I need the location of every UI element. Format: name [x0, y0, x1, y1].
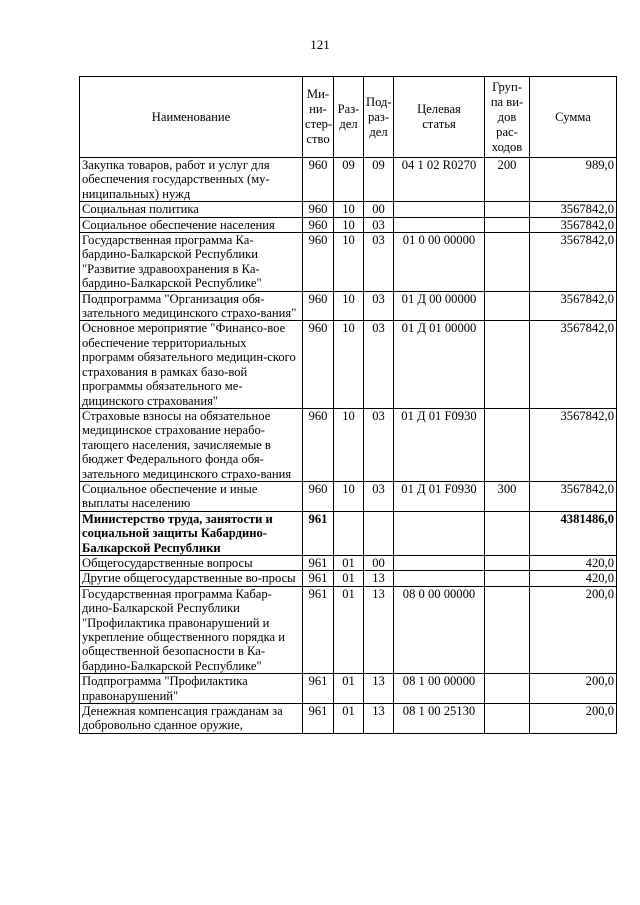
table-row	[80, 674, 617, 704]
cell-name: Подпрограмма "Организация обя-зательного медицинского страхо-вания"	[80, 291, 303, 321]
cell-amount: 200,0	[530, 704, 617, 734]
cell-section: 10	[334, 233, 364, 292]
cell-section: 10	[334, 202, 364, 217]
cell-ministry: 960	[303, 233, 334, 292]
cell-ministry: 960	[303, 481, 334, 511]
cell-name: Социальное обеспечение населения	[80, 217, 303, 232]
cell-amount: 200,0	[530, 586, 617, 673]
cell-ministry: 960	[303, 202, 334, 217]
cell-expense-group	[485, 217, 530, 232]
cell-ministry: 961	[303, 674, 334, 704]
cell-amount: 3567842,0	[530, 202, 617, 217]
header-amount: Сумма	[530, 77, 617, 158]
cell-expense-group	[485, 233, 530, 292]
cell-target-article	[394, 511, 485, 555]
cell-expense-group	[485, 408, 530, 481]
cell-ministry: 961	[303, 704, 334, 734]
cell-expense-group	[485, 555, 530, 570]
cell-ministry: 960	[303, 408, 334, 481]
cell-name: Страховые взносы на обязательное медицинское страхование нерабо-тающего населения, зачисляемые в бюджет Федерального фонда обя-зательного медицинского страхо-вания	[80, 408, 303, 481]
cell-section: 10	[334, 481, 364, 511]
cell-target-article: 01 Д 01 F0930	[394, 481, 485, 511]
header-target-article: Целевая статья	[394, 77, 485, 158]
table-row	[80, 555, 617, 570]
cell-target-article: 01 Д 00 00000	[394, 291, 485, 321]
cell-name: Другие общегосударственные во-просы	[80, 571, 303, 586]
cell-section: 10	[334, 408, 364, 481]
table-body	[80, 158, 617, 734]
cell-expense-group	[485, 321, 530, 408]
cell-section: 01	[334, 674, 364, 704]
cell-ministry: 960	[303, 158, 334, 202]
table-row	[80, 586, 617, 673]
table-row	[80, 321, 617, 408]
cell-section: 10	[334, 217, 364, 232]
cell-target-article	[394, 555, 485, 570]
cell-name: Подпрограмма "Профилактика правонарушений"	[80, 674, 303, 704]
cell-expense-group	[485, 704, 530, 734]
cell-section: 01	[334, 586, 364, 673]
page-number: 121	[310, 37, 330, 52]
cell-expense-group	[485, 586, 530, 673]
cell-name: Основное мероприятие "Финансо-вое обеспечение территориальных программ обязательного медицин-ского страхования в рамках базо-вой программы обязательного ме-дицинского страхования"	[80, 321, 303, 408]
cell-expense-group	[485, 202, 530, 217]
cell-ministry: 961	[303, 571, 334, 586]
cell-ministry: 961	[303, 586, 334, 673]
cell-target-article: 04 1 02 R0270	[394, 158, 485, 202]
cell-amount: 420,0	[530, 571, 617, 586]
header-section: Раз- дел	[334, 77, 364, 158]
table-row	[80, 408, 617, 481]
cell-ministry: 960	[303, 321, 334, 408]
table-row	[80, 158, 617, 202]
cell-name: Закупка товаров, работ и услуг для обеспечения государственных (му-ниципальных) нужд	[80, 158, 303, 202]
table-row	[80, 217, 617, 232]
cell-amount: 200,0	[530, 674, 617, 704]
cell-amount: 989,0	[530, 158, 617, 202]
cell-subsection: 03	[364, 217, 394, 232]
header-subsection: Под- раз- дел	[364, 77, 394, 158]
cell-name: Общегосударственные вопросы	[80, 555, 303, 570]
cell-subsection: 00	[364, 202, 394, 217]
cell-target-article: 01 Д 01 F0930	[394, 408, 485, 481]
cell-ministry: 960	[303, 217, 334, 232]
header-expense-group: Груп- па ви- дов рас- ходов	[485, 77, 530, 158]
cell-target-article: 08 0 00 00000	[394, 586, 485, 673]
cell-section: 10	[334, 291, 364, 321]
cell-target-article: 01 0 00 00000	[394, 233, 485, 292]
budget-table	[79, 76, 617, 734]
cell-section: 10	[334, 321, 364, 408]
cell-subsection	[364, 511, 394, 555]
cell-amount: 3567842,0	[530, 217, 617, 232]
cell-section: 01	[334, 571, 364, 586]
table-row	[80, 481, 617, 511]
cell-section	[334, 511, 364, 555]
cell-subsection: 03	[364, 321, 394, 408]
cell-amount: 3567842,0	[530, 408, 617, 481]
cell-amount: 420,0	[530, 555, 617, 570]
cell-target-article: 01 Д 01 00000	[394, 321, 485, 408]
cell-subsection: 03	[364, 408, 394, 481]
cell-name: Социальное обеспечение и иные выплаты населению	[80, 481, 303, 511]
cell-amount: 3567842,0	[530, 291, 617, 321]
cell-expense-group	[485, 291, 530, 321]
cell-target-article	[394, 202, 485, 217]
cell-section: 09	[334, 158, 364, 202]
table-row	[80, 511, 617, 555]
cell-subsection: 13	[364, 704, 394, 734]
cell-amount: 3567842,0	[530, 233, 617, 292]
cell-subsection: 00	[364, 555, 394, 570]
cell-name: Социальная политика	[80, 202, 303, 217]
cell-ministry: 961	[303, 511, 334, 555]
cell-expense-group: 300	[485, 481, 530, 511]
cell-expense-group	[485, 511, 530, 555]
cell-subsection: 03	[364, 481, 394, 511]
cell-ministry: 961	[303, 555, 334, 570]
table-row	[80, 704, 617, 734]
cell-subsection: 13	[364, 586, 394, 673]
cell-expense-group: 200	[485, 158, 530, 202]
cell-expense-group	[485, 674, 530, 704]
cell-section: 01	[334, 704, 364, 734]
cell-target-article	[394, 571, 485, 586]
header-name: Наименование	[80, 77, 303, 158]
cell-name: Министерство труда, занятости и социальной защиты Кабардино-Балкарской Республики	[80, 511, 303, 555]
cell-ministry: 960	[303, 291, 334, 321]
header-ministry: Ми- ни- стер- ство	[303, 77, 334, 158]
cell-expense-group	[485, 571, 530, 586]
table-row	[80, 233, 617, 292]
cell-target-article: 08 1 00 00000	[394, 674, 485, 704]
header-row	[80, 77, 617, 158]
cell-amount: 3567842,0	[530, 321, 617, 408]
table-row	[80, 291, 617, 321]
cell-name: Государственная программа Кабар-дино-Балкарской Республики "Профилактика правонарушений и укрепление общественного порядка и общественной безопасности в Ка-бардино-Балкарской Республике"	[80, 586, 303, 673]
cell-subsection: 13	[364, 571, 394, 586]
cell-name: Государственная программа Ка-бардино-Балкарской Республики "Развитие здравоохранения в Ка-бардино-Балкарской Республике"	[80, 233, 303, 292]
table-row	[80, 571, 617, 586]
cell-amount: 3567842,0	[530, 481, 617, 511]
cell-subsection: 03	[364, 291, 394, 321]
table-row	[80, 202, 617, 217]
cell-target-article	[394, 217, 485, 232]
cell-name: Денежная компенсация гражданам за добровольно сданное оружие,	[80, 704, 303, 734]
cell-subsection: 03	[364, 233, 394, 292]
cell-subsection: 09	[364, 158, 394, 202]
cell-target-article: 08 1 00 25130	[394, 704, 485, 734]
cell-section: 01	[334, 555, 364, 570]
cell-subsection: 13	[364, 674, 394, 704]
cell-amount: 4381486,0	[530, 511, 617, 555]
